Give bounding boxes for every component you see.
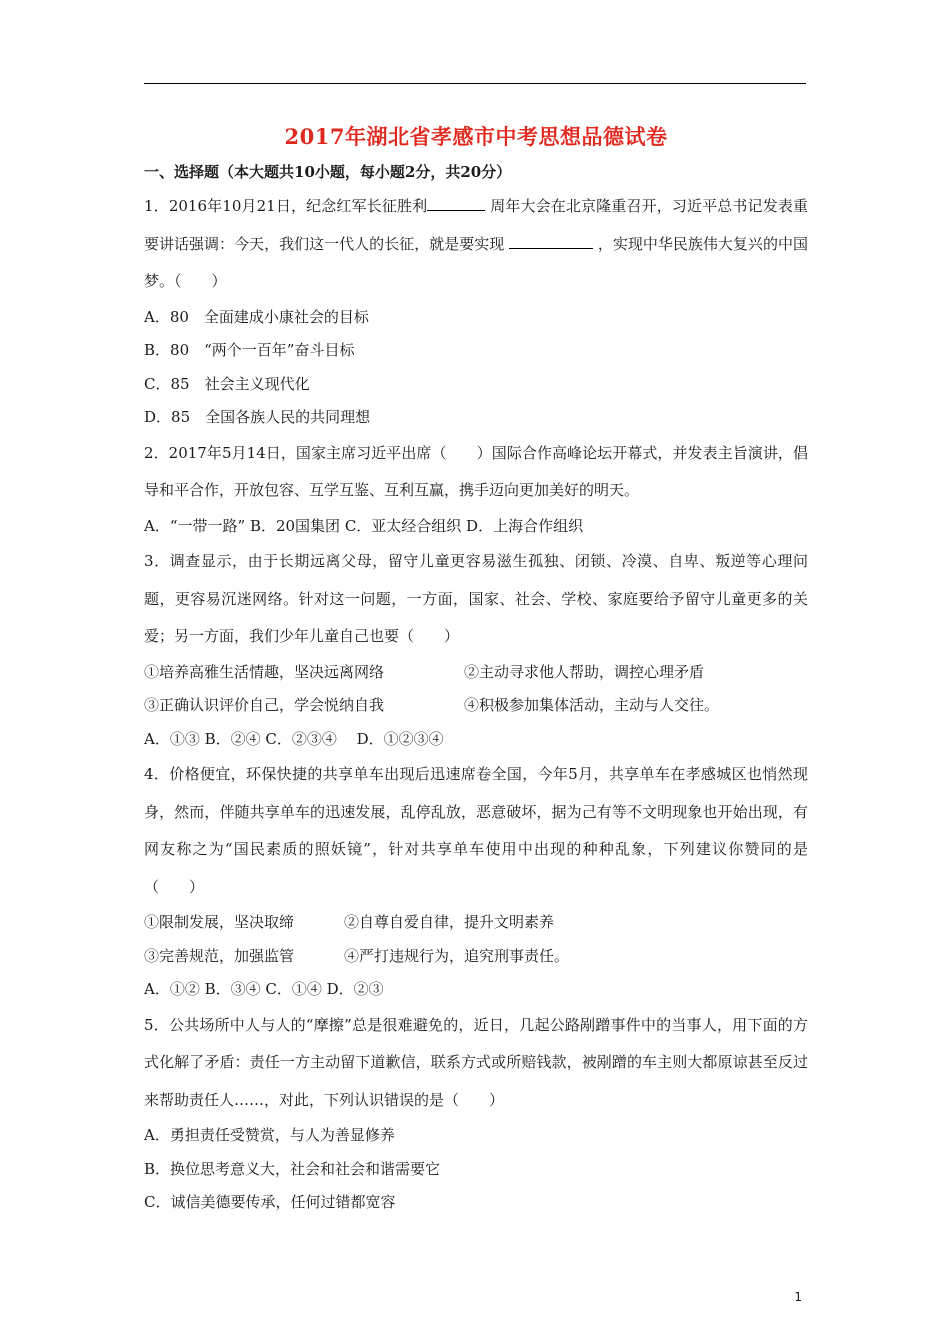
exam-page — [144, 118, 808, 1220]
section-heading: 一、选择题（本大题共10小题，每小题2分，共20分） — [144, 163, 512, 181]
q4-items-row-2 — [144, 940, 808, 974]
q3-items-row-2 — [144, 689, 808, 723]
q1-stem-part1: 1．2016年10月21日，纪念红军长征胜利 — [144, 197, 428, 215]
q4-item-4: ④严打违规行为，追究刑事责任。 — [344, 946, 570, 965]
q1-option-d: D．85 全国各族人民的共同理想 — [144, 408, 371, 426]
q1-option-c: C．85 社会主义现代化 — [144, 374, 310, 393]
q3-item-3: ③正确认识评价自己，学会悦纳自我 — [144, 696, 385, 714]
page-number: 1 — [794, 1290, 802, 1304]
q4-item-2: ②自尊自爱自律，提升文明素养 — [344, 913, 555, 931]
q3-item-2: ②主动寻求他人帮助，调控心理矛盾 — [464, 662, 705, 681]
q1-stem-part3: ，实现中华民族伟大复兴的中国梦。（ ） — [144, 234, 808, 290]
q5-option-b: B．换位思考意义大，社会和社会和谐需要它 — [144, 1159, 441, 1178]
q3-options: A．①③ B．②④ C．②③④ D．①②③④ — [144, 729, 444, 748]
q3-item-4: ④积极参加集体活动，主动与人交往。 — [464, 696, 720, 714]
q3-item-1: ①培养高雅生活情趣，坚决远离网络 — [144, 662, 385, 681]
question-2-stem: 2．2017年5月14日，国家主席习近平出席（ ）国际合作高峰论坛开幕式，并发表主旨演讲，倡导和平合作，开放包容、互学互鉴、互利互赢，携手迈向更加美好的明天。 — [144, 443, 808, 499]
q5-option-c: C．诚信美德要传承，任何过错都宽容 — [144, 1193, 396, 1211]
q5-option-a: A．勇担责任受赞赏，与人为善显修养 — [144, 1126, 395, 1144]
q1-stem-part2: 周年大会在北京隆重召开，习近平总书记发表重要讲话强调：今天，我们这一代人的长征，就是要实现 — [144, 197, 808, 253]
q4-item-3: ③完善规范，加强监管 — [144, 946, 295, 965]
q4-item-1: ①限制发展，坚决取缔 — [144, 913, 295, 931]
exam-title: 2017年湖北省孝感市中考思想品德试卷 — [284, 124, 668, 149]
q4-items-row-1 — [144, 906, 808, 940]
q1-blank-2 — [509, 232, 593, 249]
q1-blank-1 — [427, 194, 485, 211]
q1-option-a: A．80 全面建成小康社会的目标 — [144, 307, 369, 326]
question-3-stem: 3．调查显示，由于长期远离父母，留守儿童更容易滋生孤独、闭锁、冷漠、自卑、叛逆等心理问题，更容易沉迷网络。针对这一问题，一方面，国家、社会、学校、家庭要给予留守儿童更多的关爱；另一方面，我们少年儿童自己也要（ ） — [144, 552, 808, 645]
header-rule — [144, 83, 806, 84]
q1-option-b: B．80 “两个一百年”奋斗目标 — [144, 341, 355, 359]
question-1-stem — [144, 188, 808, 301]
q4-options: A．①② B．③④ C．①④ D．②③ — [144, 980, 384, 998]
q2-options: A．“一带一路” B．20国集团 C．亚太经合组织 D．上海合作组织 — [144, 516, 584, 535]
question-5-stem: 5．公共场所中人与人的“摩擦”总是很难避免的，近日，几起公路剐蹭事件中的当事人，用下面的方式化解了矛盾：责任一方主动留下道歉信，联系方式或所赔钱款，被剐蹭的车主则大都原谅甚至反过来帮助责任人……，对此，下列认识错误的是（ ） — [144, 1015, 808, 1109]
q3-items-row-1 — [144, 656, 808, 690]
question-4-stem: 4．价格便宜，环保快捷的共享单车出现后迅速席卷全国，今年5月，共享单车在孝感城区也悄然现身，然而，伴随共享单车的迅速发展，乱停乱放，恶意破坏，据为己有等不文明现象也开始出现，有网友称之为“国民素质的照妖镜”，针对共享单车使用中出现的种种乱象，下列建议你赞同的是（ ） — [144, 765, 808, 896]
